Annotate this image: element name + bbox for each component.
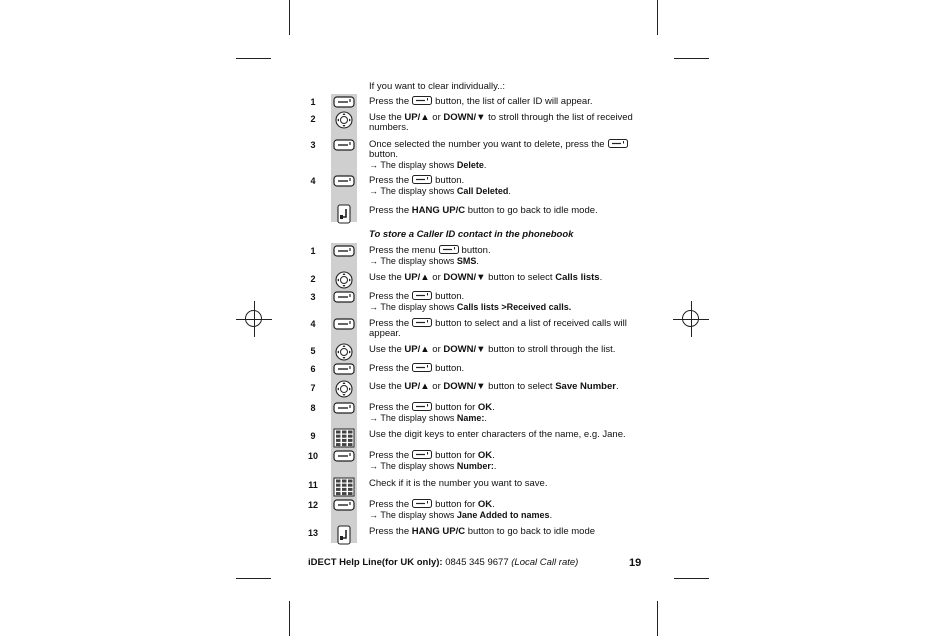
- step-number: 2: [310, 114, 316, 124]
- text-run: → The display shows: [369, 510, 457, 520]
- step-text: [369, 382, 639, 392]
- inline-softkey-icon: [412, 318, 432, 327]
- softkey-icon: [333, 497, 355, 513]
- step-number: 11: [308, 480, 318, 490]
- text-run: Press the: [369, 175, 410, 186]
- text-run: button to stroll through the list.: [485, 344, 616, 355]
- text-run: → The display shows: [369, 413, 457, 423]
- menu-option: OK: [477, 499, 493, 510]
- step-number: 4: [310, 176, 316, 186]
- softkey-icon: [333, 289, 355, 305]
- step-text: [369, 273, 639, 283]
- registration-mark-right: [673, 301, 709, 337]
- crop-mark: [657, 0, 658, 35]
- help-line-footer: [308, 557, 578, 568]
- step-instruction: [369, 402, 639, 413]
- key-name: DOWN/▼: [443, 344, 486, 355]
- text-run: to stroll through the list of received numbers.: [369, 112, 633, 133]
- help-line-rate: (Local Call rate): [511, 557, 579, 568]
- step-text: [369, 139, 639, 170]
- text-run: button, the list of caller ID will appear.: [435, 96, 593, 107]
- navkey-icon: [333, 380, 355, 396]
- softkey-icon: [333, 243, 355, 259]
- text-run: button.: [461, 245, 491, 256]
- inline-softkey-icon: [608, 139, 628, 148]
- step-number: 3: [310, 140, 316, 150]
- text-run: → The display shows: [369, 302, 457, 312]
- softkey-icon: [333, 448, 355, 464]
- page-number: 19: [629, 557, 642, 569]
- step-text: [369, 479, 639, 489]
- step-number: 1: [310, 246, 316, 256]
- text-run: Check if it is the number you want to save.: [369, 478, 548, 489]
- step-instruction: [369, 245, 639, 256]
- crop-mark: [236, 578, 271, 579]
- text-run: .: [508, 186, 511, 196]
- step-number: 12: [307, 500, 318, 510]
- inline-softkey-icon: [439, 245, 459, 254]
- step-text: [369, 245, 639, 266]
- menu-option: Save Number: [555, 381, 616, 392]
- help-line-label: iDECT Help Line(for UK only):: [308, 557, 443, 568]
- text-run: Press the: [369, 526, 412, 537]
- crop-mark: [674, 58, 709, 59]
- text-run: Use the: [369, 381, 405, 392]
- display-text: Calls lists >Received calls.: [456, 302, 572, 312]
- step-instruction: [369, 318, 639, 339]
- display-text: Jane Added to names: [456, 510, 550, 520]
- text-run: .: [492, 450, 495, 461]
- text-run: .: [484, 413, 487, 423]
- step-text: [369, 291, 639, 312]
- text-run: button to go back to idle mode.: [465, 205, 598, 216]
- text-run: Use the: [369, 344, 405, 355]
- crop-mark: [289, 0, 290, 35]
- display-result: [369, 186, 639, 196]
- registration-mark-left: [236, 301, 272, 337]
- step-instruction: [369, 382, 639, 392]
- softkey-icon: [333, 173, 355, 189]
- inline-softkey-icon: [412, 499, 432, 508]
- step-number: 6: [310, 364, 316, 374]
- text-run: button to select and a list of received calls will appear.: [369, 318, 627, 339]
- text-run: → The display shows: [369, 186, 457, 196]
- step-instruction: [369, 363, 639, 374]
- text-run: button for: [435, 499, 478, 510]
- step-text: [369, 206, 639, 216]
- step-text: [369, 430, 639, 440]
- inline-softkey-icon: [412, 450, 432, 459]
- text-run: or: [429, 381, 444, 392]
- crop-mark: [674, 578, 709, 579]
- text-run: .: [599, 272, 603, 283]
- display-text: SMS: [456, 256, 477, 266]
- softkey-icon: [333, 316, 355, 332]
- softkey-icon: [333, 400, 355, 416]
- text-run: Once selected the number you want to delete, press the: [369, 139, 605, 150]
- step-instruction: [369, 175, 639, 186]
- step-number: 13: [307, 528, 318, 538]
- display-text: Call Deleted: [456, 186, 509, 196]
- display-text: Delete: [456, 160, 484, 170]
- display-text: Name:: [456, 413, 485, 423]
- text-run: Press the: [369, 291, 410, 302]
- text-run: Press the: [369, 402, 410, 413]
- text-run: button to select: [485, 272, 556, 283]
- step-text: [369, 345, 639, 355]
- text-run: Use the digit keys to enter characters of the name, e.g. Jane.: [369, 429, 626, 440]
- step-number: 5: [310, 346, 316, 356]
- inline-softkey-icon: [412, 175, 432, 184]
- help-line-phone: 0845 345 9677: [442, 557, 512, 568]
- text-run: button.: [435, 175, 465, 186]
- text-run: button for: [435, 402, 478, 413]
- step-text: [369, 318, 639, 339]
- step-number: 10: [307, 451, 318, 461]
- step-instruction: [369, 291, 639, 302]
- section-heading: To store a Caller ID contact in the phonebook: [369, 229, 574, 240]
- navkey-icon: [333, 343, 355, 359]
- text-run: Use the: [369, 112, 405, 123]
- text-run: .: [492, 402, 495, 413]
- step-number: 7: [310, 383, 316, 393]
- display-result: [369, 160, 639, 170]
- key-name: UP/▲: [404, 381, 430, 392]
- display-result: [369, 413, 639, 423]
- step-number: 2: [310, 274, 316, 284]
- step-number: 1: [310, 97, 316, 107]
- key-name: UP/▲: [404, 112, 430, 123]
- softkey-icon: [333, 137, 355, 153]
- step-instruction: [369, 206, 639, 216]
- text-run: → The display shows: [369, 256, 457, 266]
- text-run: Press the: [369, 318, 410, 329]
- inline-softkey-icon: [412, 402, 432, 411]
- text-run: Press the menu: [369, 245, 436, 256]
- text-run: Press the: [369, 499, 410, 510]
- inline-softkey-icon: [412, 363, 432, 372]
- step-number: 4: [310, 319, 316, 329]
- key-name: DOWN/▼: [443, 112, 486, 123]
- text-run: button.: [435, 291, 465, 302]
- crop-mark: [289, 601, 290, 636]
- step-text: [369, 402, 639, 423]
- step-text: [369, 175, 639, 196]
- text-run: .: [476, 256, 479, 266]
- text-run: button.: [369, 149, 399, 160]
- step-instruction: [369, 345, 639, 355]
- text-run: Press the: [369, 450, 410, 461]
- crop-mark: [236, 58, 271, 59]
- navkey-icon: [333, 271, 355, 287]
- display-result: [369, 461, 639, 471]
- text-run: Use the: [369, 272, 405, 283]
- crop-mark: [657, 601, 658, 636]
- step-instruction: [369, 450, 639, 461]
- text-run: Press the: [369, 96, 410, 107]
- key-name: DOWN/▼: [443, 381, 486, 392]
- hangup-icon: [333, 525, 355, 541]
- text-run: or: [429, 272, 444, 283]
- display-result: [369, 510, 639, 520]
- key-name: HANG UP/C: [411, 526, 466, 537]
- text-run: button.: [435, 363, 465, 374]
- menu-option: OK: [477, 450, 493, 461]
- text-run: → The display shows: [369, 160, 457, 170]
- text-run: Press the: [369, 363, 410, 374]
- menu-option: Calls lists: [555, 272, 600, 283]
- step-instruction: [369, 139, 639, 160]
- key-name: DOWN/▼: [443, 272, 486, 283]
- step-instruction: [369, 113, 639, 133]
- key-name: HANG UP/C: [411, 205, 466, 216]
- hangup-icon: [333, 204, 355, 220]
- text-run: .: [492, 499, 495, 510]
- text-run: → The display shows: [369, 461, 457, 471]
- text-run: button to go back to idle mode: [465, 526, 596, 537]
- softkey-icon: [333, 361, 355, 377]
- inline-softkey-icon: [412, 291, 432, 300]
- step-number: 9: [310, 431, 316, 441]
- step-text: [369, 450, 639, 471]
- step-instruction: [369, 499, 639, 510]
- text-run: or: [429, 344, 444, 355]
- text-run: .: [483, 160, 487, 170]
- step-instruction: [369, 527, 639, 537]
- step-text: [369, 499, 639, 520]
- step-instruction: [369, 96, 639, 107]
- text-run: or: [429, 112, 444, 123]
- step-number: 8: [310, 403, 316, 413]
- step-number: 3: [310, 292, 316, 302]
- text-run: .: [615, 381, 619, 392]
- step-text: [369, 113, 639, 133]
- softkey-icon: [333, 94, 355, 110]
- key-name: UP/▲: [404, 344, 430, 355]
- display-result: [369, 302, 639, 312]
- navkey-icon: [333, 111, 355, 127]
- step-instruction: [369, 273, 639, 283]
- text-run: .: [493, 461, 497, 471]
- intro-text: If you want to clear individually..:: [369, 81, 506, 92]
- keypad-icon: [333, 428, 355, 444]
- display-result: [369, 256, 639, 266]
- step-text: [369, 527, 639, 537]
- step-instruction: [369, 479, 639, 489]
- step-instruction: [369, 430, 639, 440]
- text-run: button for: [435, 450, 478, 461]
- menu-option: OK: [477, 402, 493, 413]
- inline-softkey-icon: [412, 96, 432, 105]
- text-run: Press the: [369, 205, 412, 216]
- display-text: Number:: [456, 461, 494, 471]
- key-name: UP/▲: [404, 272, 430, 283]
- step-text: [369, 96, 639, 107]
- text-run: button to select: [485, 381, 556, 392]
- step-text: [369, 363, 639, 374]
- text-run: .: [549, 510, 553, 520]
- keypad-icon: [333, 477, 355, 493]
